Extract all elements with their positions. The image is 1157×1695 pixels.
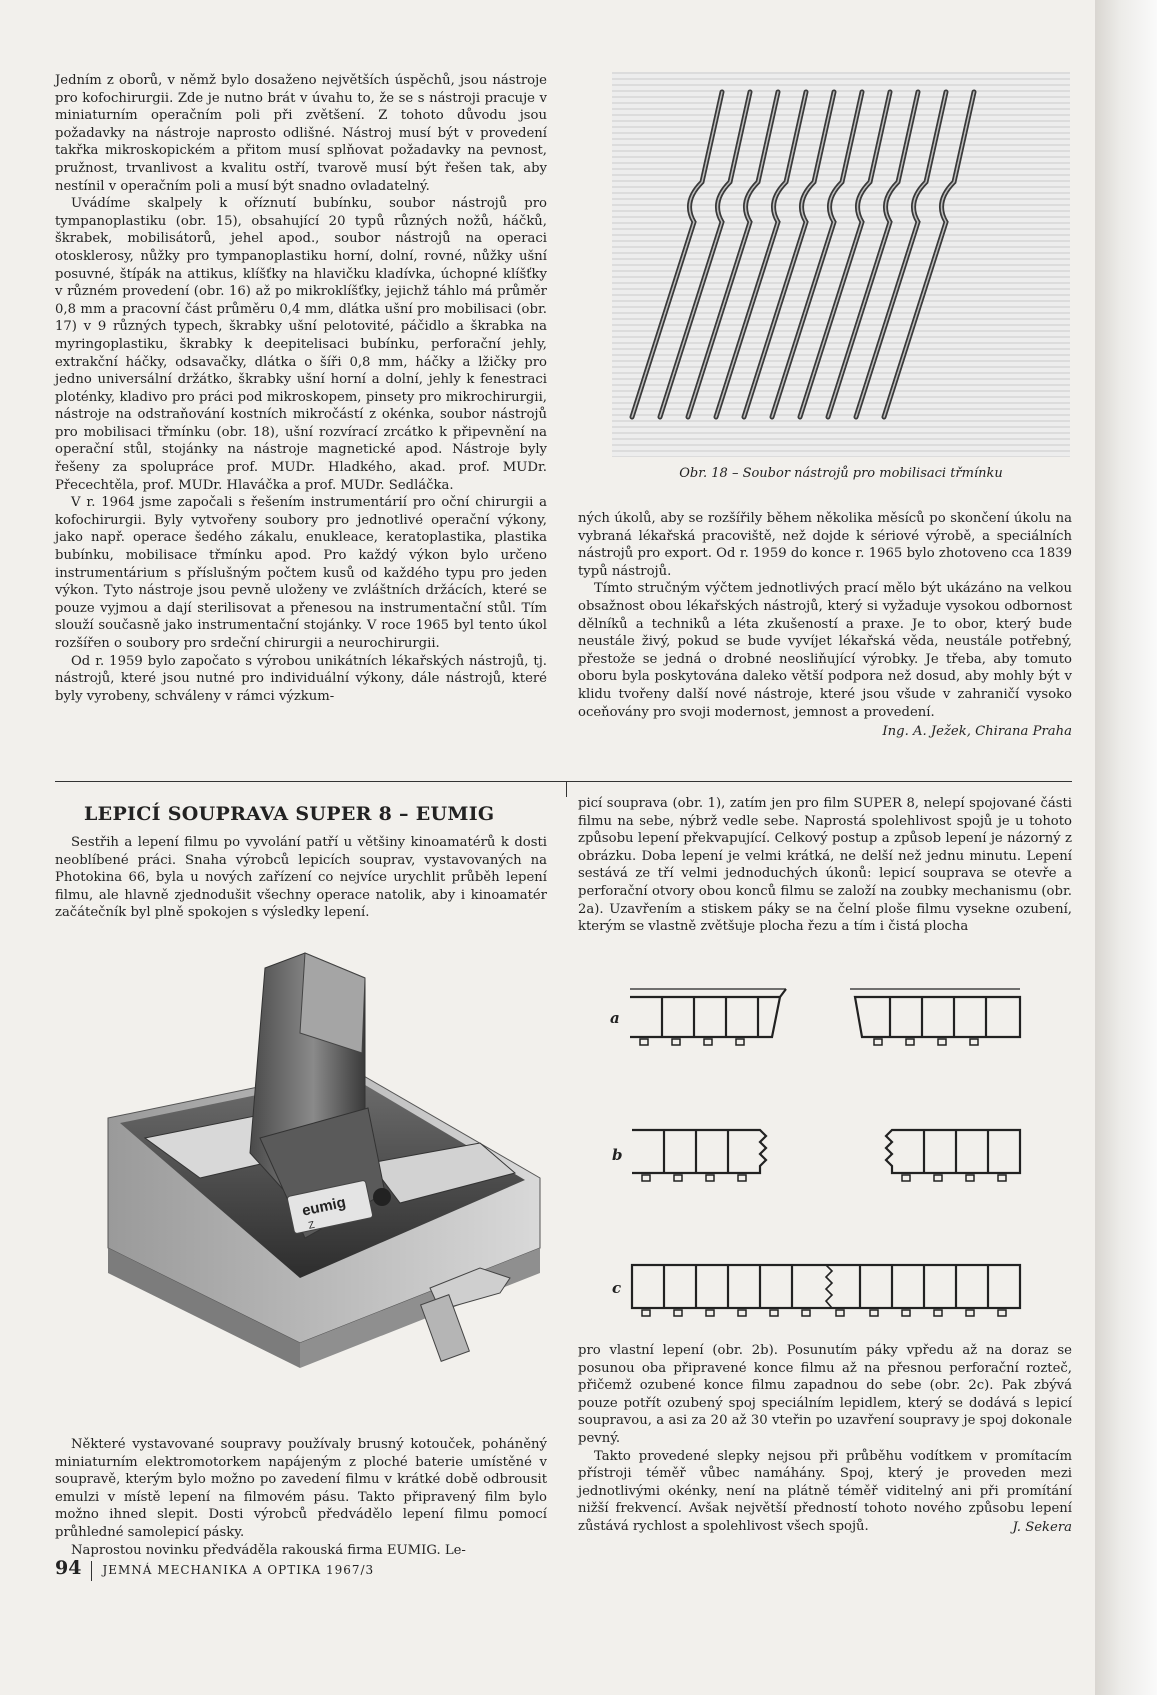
paragraph: Naprostou novinku předváděla rakouská firma EUMIG. Le- <box>71 1542 466 1558</box>
article2-signature: J. Sekera <box>1012 1519 1072 1535</box>
paragraph: V r. 1964 jsme započali s řešením instrumentárií pro oční chirurgii a kofochirurgii. Byly vytvořeny soubory pro jednotlivé operační výkony, jako např. operace šedého zákalu, enukleace, keratoplastika, plastika bubínku, mobilisace třmínku apod. Pro každý výkon bylo určeno instrumentárium s příslušným počtem kusů od každého typu pro jeden výkon. Tyto nástroje jsou pevně uloženy ve zvláštních držácích, které se pouze vyjmou a dají sterilisovat a přenesou na instrumentační stůl. Tím slouží současně jako instrumentační stojánky. V roce 1965 byl tento úkol rozšířen o soubory pro srdeční chirurgii a neurochirurgii. <box>55 495 547 651</box>
article2-heading: LEPICÍ SOUPRAVA SUPER 8 – EUMIG <box>84 803 495 825</box>
diagram-label-c: c <box>612 1279 622 1297</box>
paragraph: Některé vystavované soupravy používaly brusný kotouček, poháněný miniaturním elektromotorkem napájeným z ploché baterie umístěné v soupravě, kterým bylo možno po zavedení filmu v krátké době odbrousit emulzi v místě lepení na filmovém pásu. Takto připravený film bylo možno ihned slepit. Dosti výrobců předvádělo lepení filmu pomocí průhledné samolepicí pásky. <box>55 1437 547 1540</box>
page-footer <box>55 1557 374 1581</box>
paragraph: ných úkolů, aby se rozšířily během několika měsíců po skončení úkolu na vybraná lékařská pracoviště, než dojde k sériové výrobě, a speciálních nástrojů pro export. Od r. 1959 do konce r. 1965 bylo zhotoveno cca 1839 typů nástrojů. <box>578 511 1072 579</box>
figure-18-caption: Obr. 18 – Soubor nástrojů pro mobilisaci třmínku <box>679 466 1003 481</box>
paragraph: Uvádíme skalpely k oříznutí bubínku, soubor nástrojů pro tympanoplastiku (obr. 15), obsahující 20 typů různých nožů, háčků, škrabek, mobilisátorů, jehel apod., soubor nástrojů na operaci otosklerosy, nůžky pro tympanoplastiku horní, dolní, rovné, nůžky ušní posuvné, štípák na attikus, klíšťky na hlavičku kladívka, úchopné klíšťky v různém provedení (obr. 16) až po mikroklíšťky, jejichž táhlo má průměr 0,8 mm a pracovní část průměru 0,4 mm, dlátka ušní pro mobilisaci (obr. 17) v 9 různých typech, škrabky ušní pelotovité, páčidlo a škrabka na myringoplastiku, škrabky k deepitelisaci bubínku, perforační jehly, extrakční háčky, odsavačky, dlátka o šíři 0,8 mm, háčky a lžičky pro jedno universální držátko, škrabky ušní horní a dolní, jehly k fenestraci ploténky, kladivo pro práci pod mikroskopem, pinsety pro mikrochirurgii, nástroje na odstraňování kostních mikročástí z okénka, soubor nástrojů pro mobilisaci třmínku (obr. 18), ušní rozvírací zrcátko k připevnění na operační stůl, stojánky na nástroje magnetické apod. Nástroje byly řešeny za spolupráce prof. MUDr. Hladkého, akad. prof. MUDr. Přecechtěla, prof. MUDr. Hlaváčka a prof. MUDr. Sedláčka. <box>55 196 547 493</box>
article2-right-bottom <box>578 1342 1072 1536</box>
page-number: 94 <box>55 1557 82 1579</box>
journal-name: JEMNÁ MECHANIKA A OPTIKA 1967/3 <box>102 1563 375 1577</box>
diagram-label-b: b <box>612 1146 623 1164</box>
paragraph: Od r. 1959 bylo započato s výrobou unikátních lékařských nástrojů, tj. nástrojů, které jsou nutné pro individuální výkony, dále nástrojů, které byly vyrobeny, schváleny v rámci výzkum- <box>55 653 547 704</box>
article2-right-top <box>578 795 1072 936</box>
paragraph: Sestřih a lepení filmu po vyvolání patří u většiny kinoamatérů k dosti neoblíbené práci. Snaha výrobců lepicích souprav, vystavovaných na Photokina 66, byla u nových zařízení co nejvíce urychlit průběh lepení filmu, ale hlavně zjednodušit všechny operace natolik, aby i kinoamatér začátečník byl plně spokojen s výsledky lepení. <box>55 835 547 921</box>
page-edge-shadow <box>1095 0 1157 1695</box>
paragraph: Takto provedené slepky nejsou při průběhu vodítkem v promítacím přístroji téměř vůbec namáhány. Spoj, který je proveden mezi jednotlivými okénky, není na plátně téměř viditelný ani při promítání nižší frekvencí. Avšak největší předností tohoto nového způsobu lepení zůstává rychlost a spolehlivost všech spojů. <box>578 1448 1072 1534</box>
article1-right-column <box>578 510 1072 741</box>
column-divider <box>566 781 567 797</box>
film-splicing-diagram <box>600 975 1040 1320</box>
article2-left-bottom <box>55 1436 547 1559</box>
paragraph: Tímto stručným výčtem jednotlivých prací mělo být ukázáno na velkou obsažnost obou lékařských nástrojů, který si vyžaduje vysokou odbornost dělníků a techniků a léta zkušeností a praxe. Je to obor, který bude neustále živý, pokud se bude vyvíjet lékařská věda, neustále potřebný, přestože se jedná o drobné neosliňující výrobky. Je třeba, aby tomuto oboru byla poskytována daleko větší podpora než dosud, aby mohly být v klidu tvořeny další nové nástroje, které jsou všude v zahraničí vysoko oceňovány pro svoji modernost, jemnost a provedení. <box>578 581 1072 720</box>
article-divider <box>55 781 1072 782</box>
article2-left-top <box>55 834 547 922</box>
article1-signature: Ing. A. Ježek, Chirana Praha <box>882 724 1072 740</box>
paragraph: Jedním z oborů, v němž bylo dosaženo největších úspěchů, jsou nástroje pro kofochirurgii. Zde je nutno brát v úvahu to, že se s nástroji pracuje v miniaturním operačním poli při zvětšení. Z tohoto důvodu jsou požadavky na nástroje naprosto odlišné. Nástroj musí být v provedení takřka mikroskopickém a přitom musí splňovat požadavky na pevnost, pružnost, trvanlivost a kvalitu ostří, tvarově musí být řešen tak, aby nestínil v operačním poli a musí být snadno ovladatelný. <box>55 73 547 194</box>
footer-separator <box>91 1561 92 1581</box>
splicer-device-photo <box>100 948 544 1428</box>
device-model-label: Z <box>307 1219 316 1232</box>
device-brand-label: eumig <box>300 1193 348 1220</box>
paragraph: picí souprava (obr. 1), zatím jen pro film SUPER 8, nelepí spojované části filmu na sebe, nýbrž vedle sebe. Naprostá spolehlivost spojů je u tohoto způsobu lepení překvapující. Celkový postup a způsob lepení je názorný z obrázku. Doba lepení je velmi krátká, ne delší než jednu minutu. Lepení sestává ze tří velmi jednoduchých úkonů: lepicí souprava se otevře a perforační otvory obou konců filmu se založí na zoubky mechanismu (obr. 2a). Uzavřením a stiskem páky se na čelní ploše filmu vyseknе ozubení, kterým se vlastně zvětšuje plocha řezu a tím i čistá plocha <box>578 796 1072 935</box>
figure-18-instruments-photo <box>612 72 1070 457</box>
diagram-label-a: a <box>610 1009 620 1027</box>
paragraph: pro vlastní lepení (obr. 2b). Posunutím páky vpředu až na doraz se posunou oba připravené konce filmu až na přesnou perforační rozteč, přičemž ozubené konce filmu zapadnou do sebe (obr. 2c). Pak zbývá pouze potřít ozubený spoj speciálním lepidlem, který se dodává s lepicí soupravou, a asi za 20 až 30 vteřin po uzavření soupravy je spoj dokonale pevný. <box>578 1343 1072 1446</box>
article1-left-column <box>55 72 547 705</box>
